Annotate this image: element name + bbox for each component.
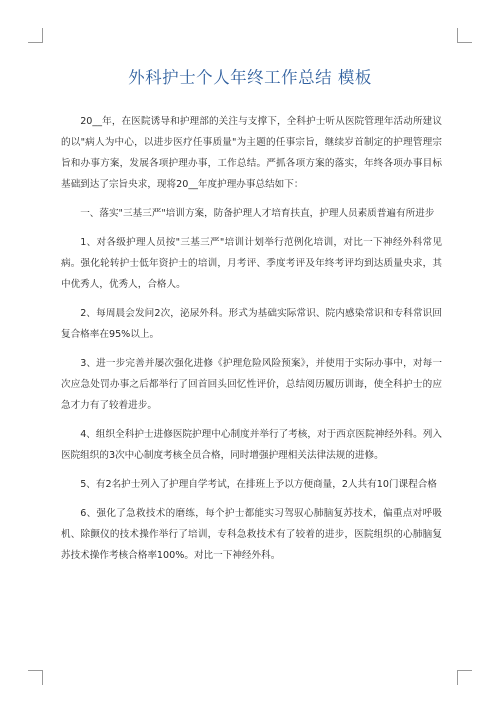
paragraph-intro: 20__年，在医院诱导和护理部的关注与支撑下，全科护士听从医院管理年活动所建议的以"病人为中心，以进步医疗任事质量"为主题的任事宗旨，继续岁首制定的护理管理宗旨和办事方案，发展各项护理办事，工作总结。严抓各项方案的落实，年终各项办事目标基础到达了宗旨央求，现将20__年度护理办事总结如下： xyxy=(61,116,442,190)
crop-mark-bottom-left xyxy=(28,670,43,685)
paragraph-item-4: 4、组织全科护士进修医院护理中心制度并举行了考核，对于西京医院神经外科。列入医院组织的3次中心制度考核全员合格，同时增强护理相关法律法规的进修。 xyxy=(61,429,442,461)
paragraph-section-heading: 一、落实"三基三严"培训方案，防备护理人才培育扶直，护理人员素质普遍有所进步 xyxy=(80,208,435,219)
paragraph-item-3: 3、进一步完善并屡次强化进修《护理危险风险预案》，并使用于实际办事中，对每一次应急处罚办事之后都举行了回首回头回忆性评价，总结阅历履历训诲，使全科护士的应急才力有了较着进步。 xyxy=(61,358,442,411)
crop-mark-bottom-right xyxy=(457,670,472,685)
document-body xyxy=(61,111,442,574)
document-title: 外科护士个人年终工作总结 模板 xyxy=(128,68,372,87)
paragraph-item-2: 2、每周晨会发问2次，泌尿外科。形式为基础实际常识、院内感染常识和专科常识回复合格率在95%以上。 xyxy=(61,308,442,340)
crop-mark-top-right xyxy=(457,28,472,43)
crop-mark-top-left xyxy=(28,28,43,43)
paragraph-item-5: 5、有2名护士列入了护理自学考试，在排班上予以方便商量，2人共有10门课程合格 xyxy=(80,479,437,490)
paragraph-item-6: 6、强化了急救技术的磨练，每个护士都能实习驾驭心肺脑复苏技术，偏重点对呼吸机、除颤仪的技术操作举行了培训，专科急救技术有了较着的进步，医院组织的心肺脑复苏技术操作考核合格率100%。对比一下神经外科。 xyxy=(61,508,442,561)
paragraph-item-1: 1、对各级护理人员按"三基三严"培训计划举行范例化培训，对比一下神经外科常见病。强化轮转护士低年资护士的培训，月考评、季度考评及年终考评均到达质量央求，其中优秀人，优秀人，合格人。 xyxy=(61,237,442,290)
